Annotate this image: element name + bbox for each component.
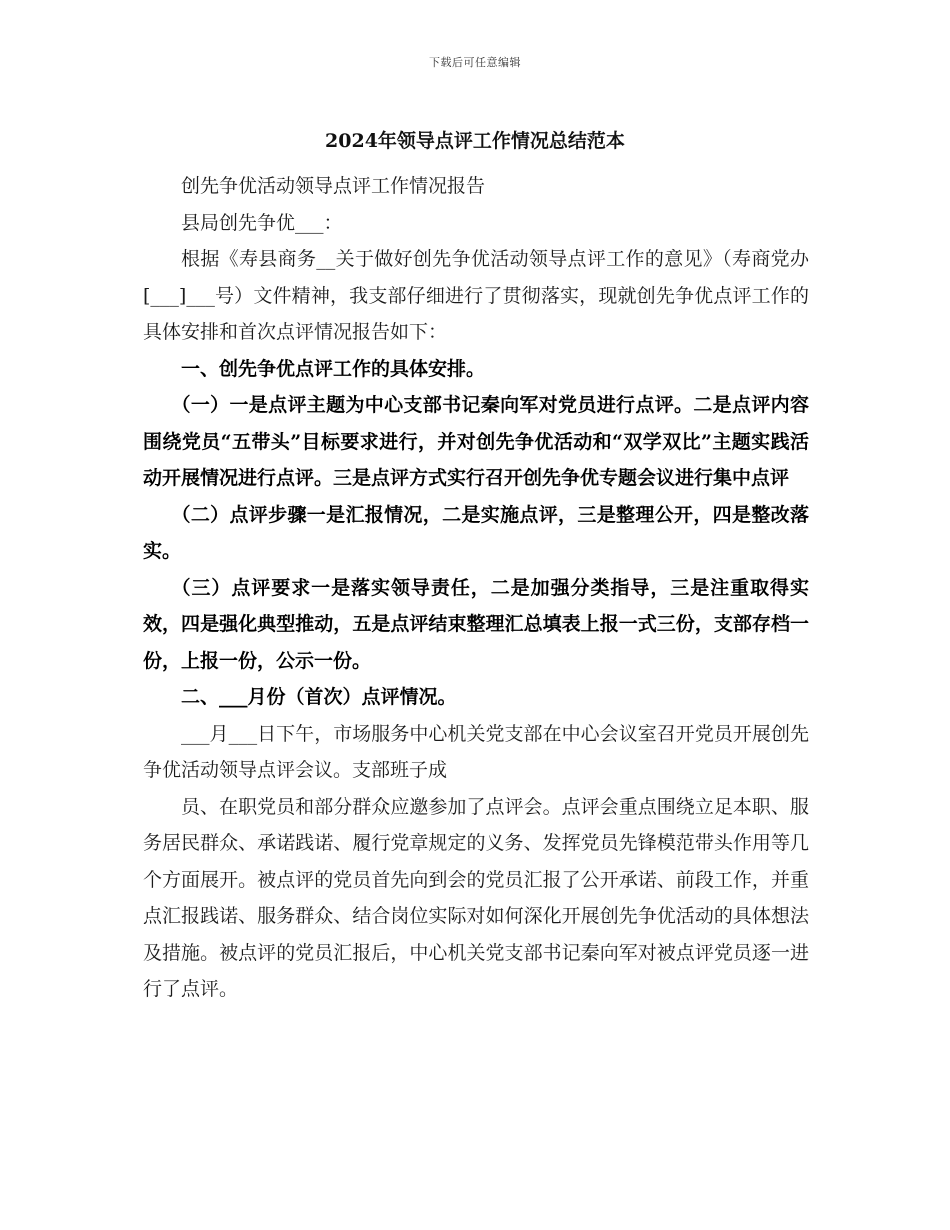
- subsection-3: （三）点评要求一是落实领导责任，二是加强分类指导，三是注重取得实效，四是强化典型推动，五是点评结束整理汇总填表上报一式三份，支部存档一份，上报一份，公示一份。: [143, 576, 809, 672]
- subsection-2: （二）点评步骤一是汇报情况，二是实施点评，三是整理公开，四是整改落实。: [143, 503, 809, 562]
- paragraph-salutation: 县局创先争优___：: [181, 211, 343, 234]
- document-title: 2024年领导点评工作情况总结范本: [325, 130, 625, 152]
- section-heading-2: 二、___月份（首次）点评情况。: [181, 686, 457, 708]
- section-heading-1: 一、创先争优点评工作的具体安排。: [181, 357, 486, 380]
- paragraph-intro: 根据《寿县商务__关于做好创先争优活动领导点评工作的意见》（寿商党办[___]___号）文件精神，我支部仔细进行了贯彻落实，现就创先争优点评工作的具体安排和首次点评情况报告如下：: [143, 248, 809, 343]
- subsection-1: （一）一是点评主题为中心支部书记秦向军对党员进行点评。二是点评内容围绕党员“五带头”目标要求进行，并对创先争优活动和“双学双比”主题实践活动开展情况进行点评。三是点评方式实行召开创先争优专题会议进行集中点评: [143, 394, 809, 489]
- paragraph-meeting: ___月___日下午，市场服务中心机关党支部在中心会议室召开党员开展创先争优活动领导点评会议。支部班子成: [143, 722, 809, 781]
- paragraph-subtitle: 创先争优活动领导点评工作情况报告: [181, 175, 486, 197]
- paragraph-meeting-detail: 员、在职党员和部分群众应邀参加了点评会。点评会重点围绕立足本职、服务居民群众、承诺践诺、履行党章规定的义务、发挥党员先锋模范带头作用等几个方面展开。被点评的党员首先向到会的党员汇报了公开承诺、前段工作，并重点汇报践诺、服务群众、结合岗位实际对如何深化开展创先争优活动的具体想法及措施。被点评的党员汇报后，中心机关党支部书记秦向军对被点评党员逐一进行了点评。: [143, 795, 809, 1000]
- document-body: [143, 168, 809, 1008]
- header-note: 下载后可任意编辑: [429, 56, 521, 69]
